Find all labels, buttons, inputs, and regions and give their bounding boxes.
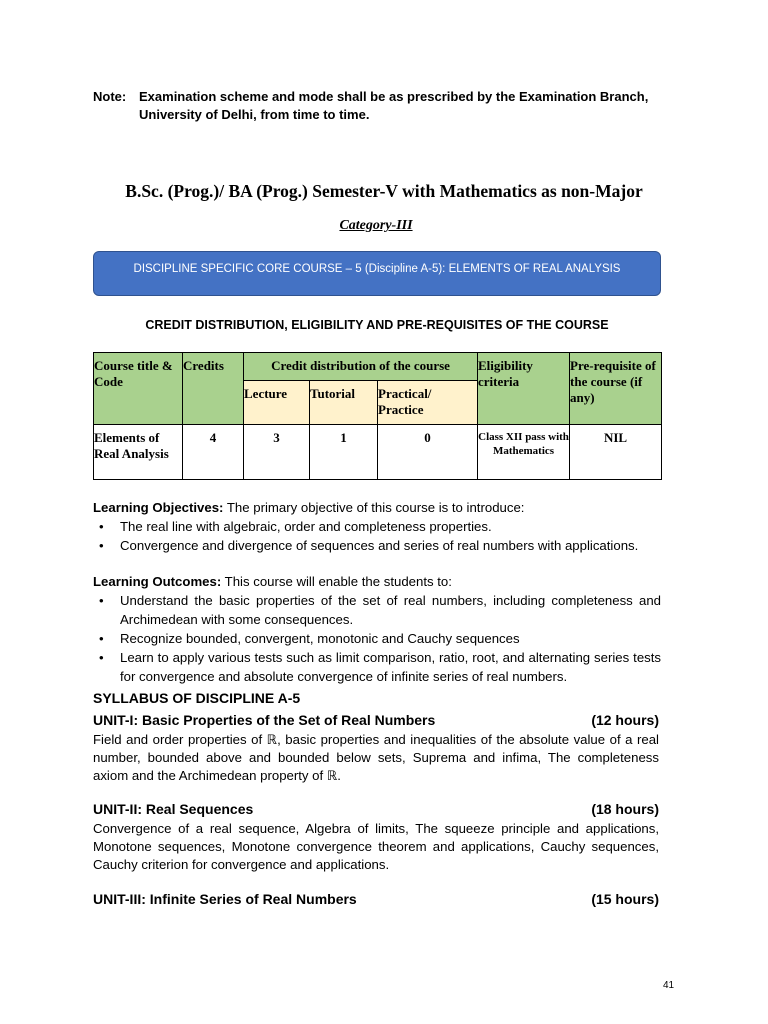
credit-distribution-heading: CREDIT DISTRIBUTION, ELIGIBILITY AND PRE-REQUISITES OF THE COURSE [145,318,609,332]
header-credits: Credits [183,353,244,425]
course-heading: B.Sc. (Prog.)/ BA (Prog.) Semester-V with Mathematics as non-Major [125,181,643,201]
credit-distribution-table [93,352,662,480]
learning-outcomes-intro: This course will enable the students to: [221,574,452,589]
learning-objectives-intro: The primary objective of this course is to introduce: [223,500,525,515]
unit-hours: (12 hours) [591,712,659,728]
list-item: • The real line with algebraic, order and completeness properties. [93,517,661,536]
cell-credits: 4 [183,425,244,480]
unit-hours: (15 hours) [591,891,659,907]
page-number: 41 [663,980,675,991]
unit-1-title [93,712,659,728]
unit-title-text: UNIT-I: Basic Properties of the Set of Real Numbers [93,712,436,728]
learning-objectives-list [93,517,661,555]
examination-note [93,88,653,124]
list-item: • Convergence and divergence of sequences and series of real numbers with applications. [93,536,661,555]
list-item: • Recognize bounded, convergent, monotonic and Cauchy sequences [93,629,661,648]
header-prerequisite: Pre-requisite of the course (if any) [570,353,662,425]
header-credit-distribution: Credit distribution of the course [244,353,478,381]
unit-2-description: Convergence of a real sequence, Algebra of limits, The squeeze principle and applications, Monotone sequences, Monotone convergence theorem and applications, Cauchy sequences, Cauchy criterion for convergence and applications. [93,821,659,872]
category-label: Category-III [339,218,413,233]
unit-title-text: UNIT-III: Infinite Series of Real Numbers [93,891,357,907]
list-item: • Understand the basic properties of the set of real numbers, including completeness and Archimedean with some consequences. [93,591,661,629]
unit-2-title [93,801,659,817]
cell-tutorial: 1 [310,425,378,480]
cell-course-title: Elements of Real Analysis [94,425,183,480]
learning-outcomes-list [93,591,661,686]
note-text: Examination scheme and mode shall be as prescribed by the Examination Branch, University of Delhi, from time to time. [139,89,649,122]
unit-hours: (18 hours) [591,801,659,817]
header-course-title: Course title & Code [94,353,183,425]
learning-objectives [93,498,661,555]
header-tutorial: Tutorial [310,381,378,425]
learning-outcomes [93,572,661,686]
cell-practical: 0 [378,425,478,480]
header-lecture: Lecture [244,381,310,425]
header-eligibility: Eligibility criteria [478,353,570,425]
list-item: • Learn to apply various tests such as limit comparison, ratio, root, and alternating series tests for convergence and absolute convergence of infinite series of real numbers. [93,648,661,686]
cell-eligibility: Class XII pass with Mathematics [478,425,570,480]
unit-1-description: Field and order properties of ℝ, basic properties and inequalities of the absolute value of a real number, bounded above and bounded below sets, Suprema and infima, The completeness axiom and the Archimedean property of ℝ. [93,732,659,783]
course-banner: DISCIPLINE SPECIFIC CORE COURSE – 5 (Discipline A-5): ELEMENTS OF REAL ANALYSIS [93,251,661,296]
header-practical: Practical/ Practice [378,381,478,425]
unit-3-title [93,891,659,907]
cell-lecture: 3 [244,425,310,480]
note-label: Note: [93,89,127,104]
cell-prerequisite: NIL [570,425,662,480]
learning-objectives-heading: Learning Objectives: [93,500,224,515]
unit-title-text: UNIT-II: Real Sequences [93,801,254,817]
learning-outcomes-heading: Learning Outcomes: [93,574,222,589]
syllabus-heading: SYLLABUS OF DISCIPLINE A-5 [93,690,301,706]
